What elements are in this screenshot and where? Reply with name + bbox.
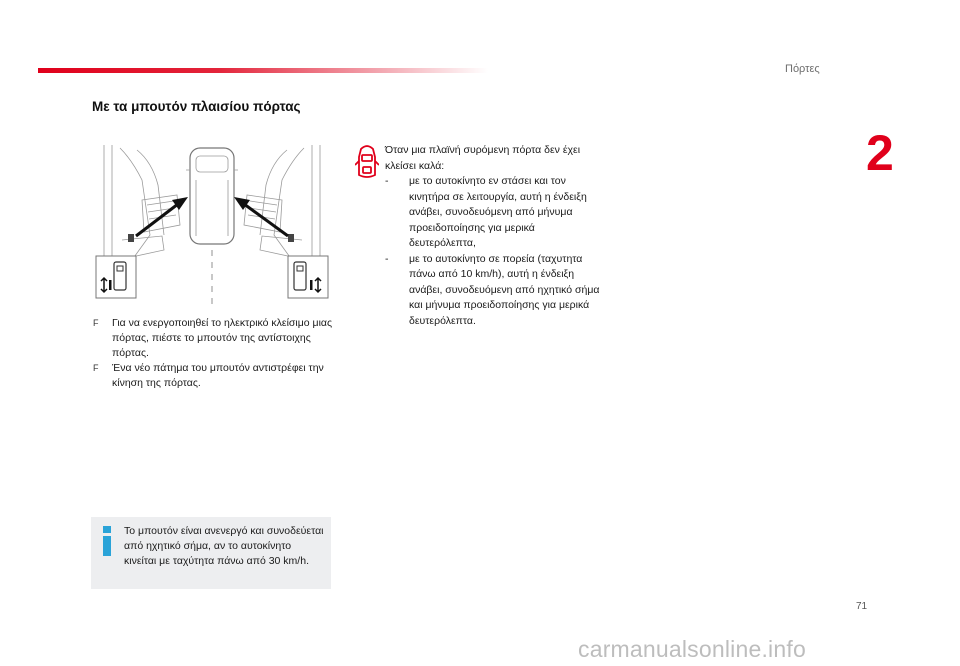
header-accent-bar <box>38 68 488 73</box>
bullet-marker: F <box>93 363 99 373</box>
warning-item-text: με το αυτοκίνητο εν στάσει και τον κινητήρα σε λειτουργία, αυτή η ένδειξη ανάβει, συνοδευόμενη από μήνυμα προειδοποίησης για μερικά δευτερόλεπτα, <box>409 175 587 249</box>
list-item <box>92 361 337 391</box>
instruction-text: Ένα νέο πάτημα του μπουτόν αντιστρέφει την κίνηση της πόρτας. <box>112 362 324 389</box>
chapter-title: Πόρτες <box>785 63 820 75</box>
info-note <box>91 517 331 589</box>
list-item <box>385 174 600 252</box>
warning-item-text: με το αυτοκίνητο σε πορεία (ταχυτητα πάνω από 10 km/h), αυτή η ένδειξη ανάβει, συνοδευόμενη από ηχητικό σήμα και μήνυμα προειδοποίησης για μερικά δευτερόλεπτα. <box>409 252 600 327</box>
list-item <box>92 316 337 361</box>
info-icon <box>100 526 114 556</box>
dash-marker: - <box>385 175 389 187</box>
page-number: 71 <box>856 601 868 612</box>
warning-intro: Όταν μια πλαϊνή συρόμενη πόρτα δεν έχει κλείσει καλά: <box>385 144 581 172</box>
warning-list <box>385 174 600 329</box>
watermark: carmanualsonline.info <box>578 636 806 662</box>
warning-block <box>385 143 600 329</box>
bullet-marker: F <box>93 318 99 328</box>
instruction-text: Για να ενεργοποιηθεί το ηλεκτρικό κλείσιμο μιας πόρτας, πιέστε το μπουτόν της αντίστοιχης πόρτας. <box>112 317 333 359</box>
dash-marker: - <box>385 252 389 265</box>
section-title: Με τα μπουτόν πλαισίου πόρτας <box>92 99 301 114</box>
list-item <box>385 252 600 330</box>
door-open-warning-icon <box>355 141 379 181</box>
chapter-number: 2 <box>866 125 894 181</box>
van-door-buttons-diagram <box>92 140 332 305</box>
info-note-text: Το μπουτόν είναι ανενεργό και συνοδεύεται από ηχητικό σήμα, αν το αυτοκίνητο κινείται με ταχύτητα πάνω από 30 km/h. <box>124 525 324 567</box>
instruction-list <box>92 316 337 391</box>
